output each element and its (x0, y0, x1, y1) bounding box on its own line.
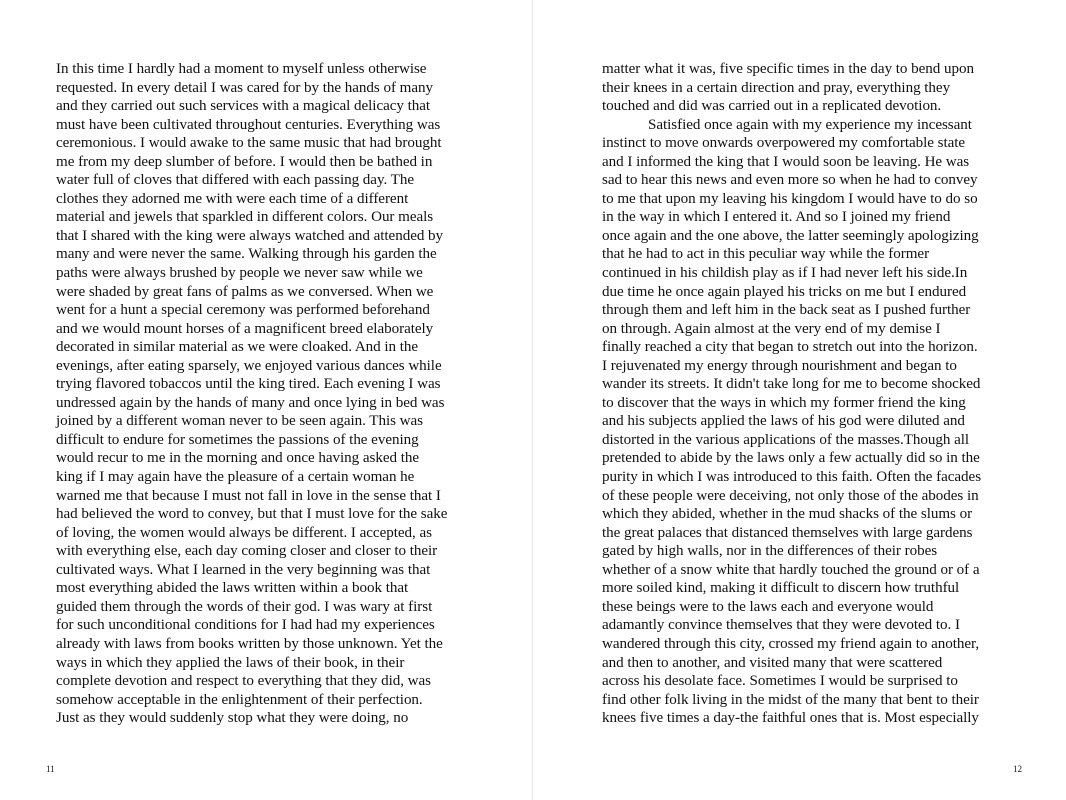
text-line: me from my deep slumber of before. I would then be bathed in (56, 153, 433, 170)
text-line: of loving, the women would always be different. I accepted, as (56, 524, 432, 541)
text-line: these beings were to the laws each and everyone would (602, 598, 934, 615)
text-line: of these people were deceiving, not only those of the abodes in (602, 487, 979, 504)
text-line: for such unconditional conditions for I had had my experiences (56, 617, 435, 634)
text-line: warned me that because I must not fall in love in the sense that I (56, 487, 441, 504)
text-line: purity in which I was introduced to this faith. Often the facades (602, 469, 982, 486)
text-line: and I informed the king that I would soon be leaving. He was (602, 153, 970, 170)
text-line: decorated in similar material as we were cloaked. And in the (56, 339, 419, 356)
text-line: whether of a snow white that hardly touched the ground or of a (602, 561, 980, 578)
text-line: sad to hear this news and even more so when he had to convey (602, 172, 978, 189)
text-line: touched and did was carried out in a replicated devotion. (602, 98, 942, 115)
text-line: finally reached a city that began to stretch out into the horizon. (602, 339, 978, 356)
text-line: adamantly convince themselves that they were devoted to. I (602, 617, 960, 634)
text-line: somehow acceptable in the enlightenment of their perfection. (56, 691, 423, 708)
text-line: ways in which they applied the laws of their book, in their (56, 654, 405, 671)
right-page-number: 12 (1013, 764, 1022, 774)
text-line: pretended to abide by the laws only a few actually did so in the (602, 450, 980, 467)
text-line: ceremonious. I would awake to the same music that had brought (56, 135, 442, 152)
text-line: must have been cultivated throughout centuries. Everything was (56, 116, 441, 133)
text-line: many and were never the same. Walking through his garden the (56, 246, 437, 263)
text-line: most everything abided the laws written within a book that (56, 580, 409, 597)
text-line: to me that upon my leaving his kingdom I would have to do so (602, 190, 978, 207)
text-line: wandered through this city, crossed my friend again to another, (602, 635, 980, 652)
text-line: clothes they adorned me with were each time of a different (56, 190, 409, 207)
text-line: on through. Again almost at the very end of my demise I (602, 320, 941, 337)
text-line: undressed again by the hands of many and once lying in bed was (56, 394, 445, 411)
text-line: evenings, after eating sparsely, we enjoyed various dances while (56, 357, 442, 374)
text-line: were shaded by great fans of palms as we conversed. When we (56, 283, 434, 300)
text-line: guided them through the words of their god. I was wary at first (56, 598, 433, 615)
text-line: continued in his childish play as if I had never left his side.In (602, 265, 968, 282)
text-line: complete devotion and respect to everything that they did, was (56, 673, 431, 690)
text-line: which they abided, whether in the mud shacks of the slums or (602, 506, 973, 523)
text-line: the great palaces that distanced themselves with large gardens (602, 524, 973, 541)
text-line: across his desolate face. Sometimes I would be surprised to (602, 673, 958, 690)
text-line: that I shared with the king were always watched and attended by (56, 227, 444, 244)
text-line: trying flavored tobaccos until the king tired. Each evening I was (56, 376, 441, 393)
text-line: I rejuvenated my energy through nourishment and began to (602, 357, 957, 374)
text-line: cultivated ways. What I learned in the very beginning was that (56, 561, 431, 578)
right-page (533, 0, 1066, 800)
text-line: with everything else, each day coming closer and closer to their (56, 543, 438, 560)
text-line: Just as they would suddenly stop what they were doing, no (56, 710, 409, 727)
text-line: Satisfied once again with my experience my incessant (648, 116, 972, 133)
text-line: and they carried out such services with a magical delicacy that (56, 98, 431, 115)
text-line: In this time I hardly had a moment to myself unless otherwise (56, 61, 427, 77)
text-line: paths were always brushed by people we never saw while we (56, 265, 423, 282)
text-line: that he had to act in this peculiar way while the former (602, 246, 930, 263)
text-line: and his subjects applied the laws of his god were diluted and (602, 413, 965, 430)
text-line: went for a hunt a special ceremony was performed beforehand (56, 302, 430, 319)
left-page-text (56, 60, 447, 728)
text-line: water full of cloves that differed with each passing day. The (56, 172, 414, 189)
text-line: difficult to endure for sometimes the passions of the evening (56, 431, 419, 448)
right-page-text (602, 60, 981, 728)
text-line: and we would mount horses of a magnificent breed elaborately (56, 320, 434, 337)
text-line: joined by a different woman never to be seen again. This was (56, 413, 423, 430)
text-line: once again and the one above, the latter seemingly apologizing (602, 227, 979, 244)
text-line: material and jewels that sparkled in different colors. Our meals (56, 209, 434, 226)
text-line: distorted in the various applications of the masses.Though all (602, 431, 970, 448)
text-line: due time he once again played his tricks on me but I endured (602, 283, 967, 300)
text-line: had believed the word to convey, but that I must love for the sake (56, 506, 448, 523)
text-line: find other folk living in the midst of the many that bent to their (602, 691, 979, 708)
text-line: gated by high walls, nor in the differences of their robes (602, 543, 938, 560)
text-line: their knees in a certain direction and pray, everything they (602, 79, 951, 96)
text-line: king if I may again have the pleasure of a certain woman he (56, 469, 415, 486)
text-line: through them and left him in the back seat as I pushed further (602, 302, 971, 319)
text-line: more soiled kind, making it difficult to discern how truthful (602, 580, 960, 597)
text-line: would recur to me in the morning and once having asked the (56, 450, 420, 467)
text-line: requested. In every detail I was cared for by the hands of many (56, 79, 433, 96)
left-page-number: 11 (46, 764, 55, 774)
text-line: instinct to move onwards overpowered my comfortable state (602, 135, 966, 152)
text-line: in the way in which I entered it. And so I joined my friend (602, 209, 951, 226)
text-line: and then to another, and visited many that were scattered (602, 654, 943, 671)
text-line: already with laws from books written by those unknown. Yet the (56, 635, 443, 652)
text-line: wander its streets. It didn't take long for me to become shocked (602, 376, 981, 393)
text-line: knees five times a day-the faithful ones that is. Most especially (602, 710, 979, 727)
text-line: to discover that the ways in which my former friend the king (602, 394, 966, 411)
text-line: matter what it was, five specific times in the day to bend upon (602, 61, 974, 77)
